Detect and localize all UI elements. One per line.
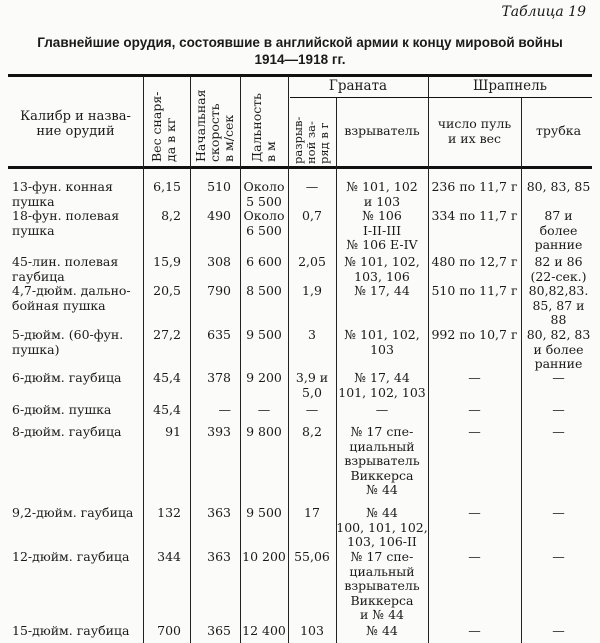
cell-caliber: 13-фун. конная пушка — [12, 179, 113, 209]
cell-weight: 15,9 — [153, 254, 181, 269]
header-range: Дальность в м — [249, 93, 278, 162]
cell-weight: 6,15 — [153, 179, 181, 194]
cell-tube: 80, 83, 85 — [526, 179, 591, 194]
cell-bullets: — — [468, 402, 481, 417]
cell-range: 12 400 — [242, 623, 286, 638]
header-weight: Вес снаря- да в кг — [149, 91, 178, 162]
cell-bullets: — — [468, 424, 481, 439]
cell-velocity: 363 — [207, 549, 231, 564]
cell-bullets: — — [468, 623, 481, 638]
cell-charge: 17 — [304, 505, 320, 520]
top-rule — [8, 74, 592, 77]
cell-charge: 55,06 — [294, 549, 330, 564]
cell-tube: 82 и 86 (22-сек.) — [530, 254, 587, 284]
cell-tube: 87 и более ранние — [534, 208, 583, 252]
cell-range: 9 800 — [246, 424, 282, 439]
header-charge: разрыв- ной за- ряд в г — [291, 116, 331, 164]
cell-caliber: 8-дюйм. гаубица — [12, 424, 122, 439]
cell-bullets: 992 по 10,7 г — [431, 327, 518, 342]
cell-caliber: 18-фун. полевая пушка — [12, 208, 120, 238]
cell-weight: 8,2 — [161, 208, 181, 223]
cell-charge: — — [305, 179, 319, 194]
cell-velocity: — — [218, 402, 231, 417]
cell-weight: 344 — [157, 549, 181, 564]
cell-weight: 45,4 — [153, 370, 181, 385]
cell-tube: — — [552, 424, 565, 439]
header-caliber: Калибр и назва- ние орудий — [20, 109, 131, 139]
cell-caliber: 9,2-дюйм. гаубица — [12, 505, 134, 520]
header-tube: трубка — [535, 123, 582, 138]
cell-charge: 2,05 — [298, 254, 326, 269]
cell-tube: — — [552, 549, 565, 564]
cell-velocity: 635 — [207, 327, 231, 342]
cell-caliber: 45-лин. полевая гаубица — [12, 254, 119, 284]
cell-velocity: 510 — [207, 179, 231, 194]
cell-charge: 0,7 — [302, 208, 322, 223]
cell-weight: 45,4 — [153, 402, 181, 417]
cell-fuze: № 17 спе- циальный взрыватель Виккерса и № 44 — [344, 549, 420, 622]
cell-tube: — — [552, 623, 565, 638]
cell-range: Около 5 500 — [243, 179, 285, 209]
cell-bullets: 480 по 12,7 г — [431, 254, 518, 269]
cell-bullets: 236 по 11,7 г — [431, 179, 518, 194]
cell-caliber: 6-дюйм. гаубица — [12, 370, 122, 385]
cell-bullets: 510 по 11,7 г — [431, 283, 518, 298]
cell-weight: 91 — [165, 424, 181, 439]
cell-fuze: № 44 100, 101, 102, 103, 106-II — [336, 505, 428, 549]
cell-charge: 3,9 и 5,0 — [295, 370, 329, 400]
cell-weight: 700 — [157, 623, 181, 638]
cell-bullets: 334 по 11,7 г — [431, 208, 518, 223]
cell-caliber: 12-дюйм. гаубица — [12, 549, 130, 564]
cell-caliber: 4,7-дюйм. дально- бойная пушка — [12, 283, 131, 313]
cell-range: — — [257, 402, 271, 417]
cell-tube: 80,82,83. 85, 87 и 88 — [528, 283, 589, 327]
cell-caliber: 6-дюйм. пушка — [12, 402, 112, 417]
cell-fuze: — — [375, 402, 389, 417]
header-shrapnel-group: Шрапнель — [472, 78, 547, 94]
cell-range: 9 200 — [246, 370, 282, 385]
cell-weight: 27,2 — [153, 327, 181, 342]
cell-bullets: — — [468, 370, 481, 385]
cell-bullets: — — [468, 549, 481, 564]
cell-velocity: 378 — [207, 370, 231, 385]
cell-fuze: № 17 спе- циальный взрыватель Виккерса № 44 — [344, 424, 420, 497]
cell-fuze: № 106 I-II-III № 106 E-IV — [346, 208, 418, 252]
cell-charge: 1,9 — [302, 283, 322, 298]
cell-caliber: 15-дюйм. гаубица — [12, 623, 130, 638]
cell-velocity: 790 — [207, 283, 231, 298]
cell-weight: 132 — [157, 505, 181, 520]
cell-fuze: № 101, 102 и 103 — [346, 179, 418, 209]
cell-velocity: 490 — [207, 208, 231, 223]
cell-fuze: № 101, 102, 103 — [344, 327, 420, 357]
cell-fuze: № 17, 44 — [354, 283, 410, 298]
cell-range: 6 600 — [246, 254, 282, 269]
cell-range: 8 500 — [246, 283, 282, 298]
cell-tube: — — [552, 370, 565, 385]
cell-tube: 80, 82, 83 и более ранние — [526, 327, 591, 371]
cell-tube: — — [552, 402, 565, 417]
cell-range: 9 500 — [246, 505, 282, 520]
cell-range: 9 500 — [246, 327, 282, 342]
cell-fuze: № 17, 44 101, 102, 103 — [338, 370, 426, 400]
table-number: Таблица 19 — [501, 4, 586, 20]
cell-range: 10 200 — [242, 549, 286, 564]
cell-bullets: — — [468, 505, 481, 520]
cell-charge: 3 — [308, 327, 316, 342]
cell-tube: — — [552, 505, 565, 520]
cell-weight: 20,5 — [153, 283, 181, 298]
cell-fuze: № 44 — [366, 623, 398, 638]
cell-charge: 8,2 — [302, 424, 322, 439]
table-title: Главнейшие орудия, состоявшие в английской армии к концу мировой войны 1914—1918 гг. — [37, 35, 563, 67]
cell-velocity: 365 — [207, 623, 231, 638]
cell-charge: — — [305, 402, 319, 417]
header-rule — [8, 166, 592, 169]
header-fuze: взрыватель — [344, 123, 420, 138]
cell-fuze: № 101, 102, 103, 106 — [344, 254, 420, 284]
cell-caliber: 5-дюйм. (60-фун. пушка) — [12, 327, 124, 357]
header-shell-group: Граната — [328, 78, 388, 94]
cell-velocity: 393 — [207, 424, 231, 439]
header-bullets: число пуль и их вес — [437, 116, 512, 146]
header-velocity: Начальная скорость в м/сек — [193, 89, 236, 162]
cell-velocity: 308 — [207, 254, 231, 269]
cell-charge: 103 — [300, 623, 324, 638]
cell-range: Около 6 500 — [243, 208, 285, 238]
cell-velocity: 363 — [207, 505, 231, 520]
